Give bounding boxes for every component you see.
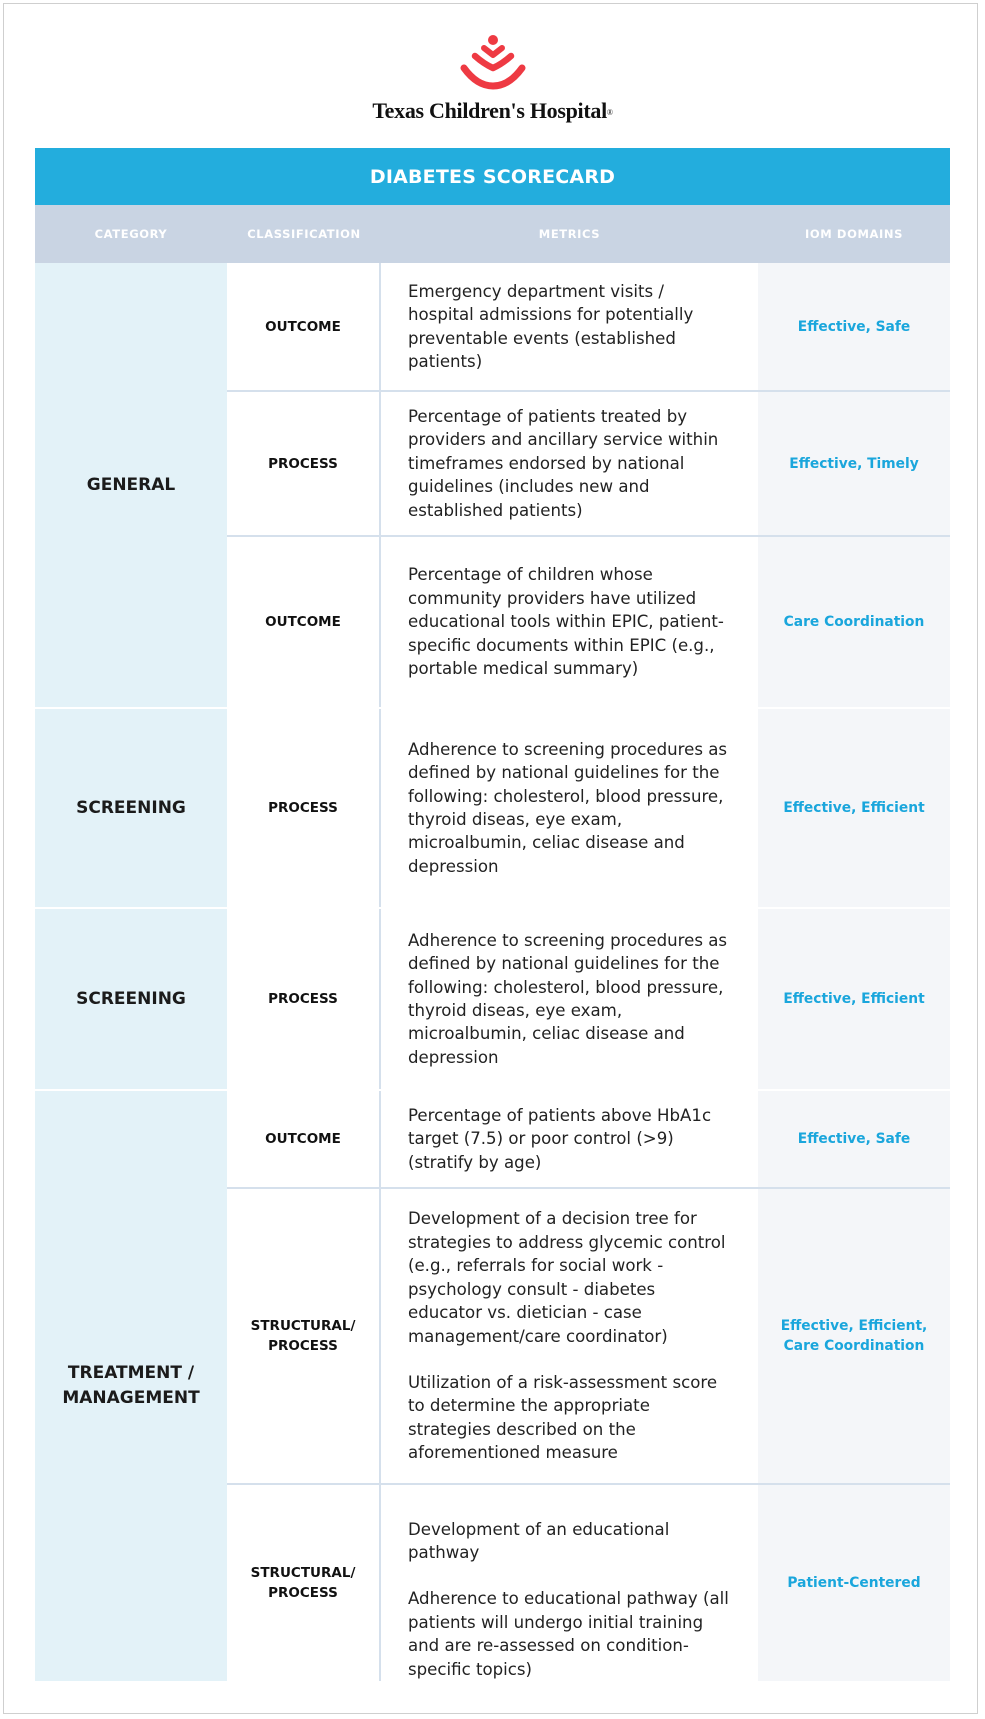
category-cell: TREATMENT / MANAGEMENT xyxy=(35,1091,227,1681)
iom-domains-cell: Effective, Timely xyxy=(758,392,950,535)
table-row xyxy=(227,909,950,1089)
metric-text: Adherence to screening procedures as defined by national guidelines for the following: cholesterol, blood pressure, thyroid diseas, eye exam, microalbumin, celiac disease and depression xyxy=(408,739,728,876)
table-row xyxy=(227,535,950,707)
classification-cell: PROCESS xyxy=(227,909,381,1089)
column-header-row xyxy=(35,205,950,263)
table-row xyxy=(227,390,950,535)
metrics-cell xyxy=(381,1189,758,1483)
hospital-heart-logo-icon xyxy=(457,34,529,98)
iom-domains-cell: Effective, Safe xyxy=(758,1091,950,1187)
metrics-cell xyxy=(381,909,758,1089)
metrics-cell xyxy=(381,537,758,707)
category-cell: GENERAL xyxy=(35,263,227,707)
classification-cell: PROCESS xyxy=(227,392,381,535)
metric-text: Utilization of a risk-assessment score to determine the appropriate strategies described on the aforementioned measure xyxy=(408,1372,718,1463)
column-header-classification: CLASSIFICATION xyxy=(247,227,361,241)
classification-cell: OUTCOME xyxy=(227,1091,381,1187)
registered-mark: ® xyxy=(606,108,613,117)
metric-text: Development of an educational pathway xyxy=(408,1519,670,1562)
classification-cell: PROCESS xyxy=(227,709,381,907)
classification-cell: STRUCTURAL/ PROCESS xyxy=(227,1189,381,1483)
metric-text: Adherence to educational pathway (all patients will undergo initial training and are re-assessed on condition-specific topics) xyxy=(408,1589,729,1679)
metric-text: Percentage of patients above HbA1c target (7.5) or poor control (>9) (stratify by age) xyxy=(408,1105,712,1172)
table-row xyxy=(227,709,950,907)
scorecard-title: DIABETES SCORECARD xyxy=(35,148,950,205)
iom-domains-cell: Effective, Efficient xyxy=(758,909,950,1089)
classification-cell: STRUCTURAL/ PROCESS xyxy=(227,1485,381,1681)
category-cell: SCREENING xyxy=(35,709,227,907)
hospital-name: Texas Children's Hospital® xyxy=(372,98,613,123)
metrics-cell xyxy=(381,263,758,390)
metrics-cell xyxy=(381,392,758,535)
table-row xyxy=(227,263,950,390)
table-row xyxy=(227,1091,950,1187)
iom-domains-cell: Effective, Efficient, Care Coordination xyxy=(758,1189,950,1483)
column-header-metrics: METRICS xyxy=(538,227,601,241)
metric-text: Adherence to screening procedures as defined by national guidelines for the following: cholesterol, blood pressure, thyroid diseas, eye exam, microalbumin, celiac disease and depression xyxy=(408,930,728,1067)
metric-text: Percentage of children whose community providers have utilized educational tools within EPIC, patient-specific documents within EPIC (e.g., portable medical summary) xyxy=(408,565,724,679)
hospital-logo xyxy=(0,34,985,126)
category-group-treatment-management xyxy=(35,1089,950,1681)
category-group-general xyxy=(35,263,950,707)
category-group-screening xyxy=(35,707,950,907)
table-row xyxy=(227,1187,950,1483)
iom-domains-cell: Effective, Efficient xyxy=(758,709,950,907)
table-row xyxy=(227,1483,950,1681)
classification-cell: OUTCOME xyxy=(227,263,381,390)
column-header-iom-domains: IOM DOMAINS xyxy=(805,227,903,241)
iom-domains-cell: Patient-Centered xyxy=(758,1485,950,1681)
metric-text: Development of a decision tree for strategies to address glycemic control (e.g., referrals for social work - psychology consult - diabetes educator vs. dietician - case management/care coordinator) xyxy=(408,1209,726,1346)
diabetes-scorecard-table xyxy=(35,148,950,1681)
iom-domains-cell: Effective, Safe xyxy=(758,263,950,390)
classification-cell: OUTCOME xyxy=(227,537,381,707)
metric-text: Emergency department visits / hospital admissions for potentially preventable events (established patients) xyxy=(408,281,694,371)
iom-domains-cell: Care Coordination xyxy=(758,537,950,707)
category-group-screening xyxy=(35,907,950,1089)
metrics-cell xyxy=(381,709,758,907)
metric-text: Percentage of patients treated by providers and ancillary service within timeframes endorsed by national guidelines (includes new and established patients) xyxy=(408,406,719,520)
column-header-category: CATEGORY xyxy=(94,227,168,241)
metrics-cell xyxy=(381,1091,758,1187)
metrics-cell xyxy=(381,1485,758,1681)
category-cell: SCREENING xyxy=(35,909,227,1089)
